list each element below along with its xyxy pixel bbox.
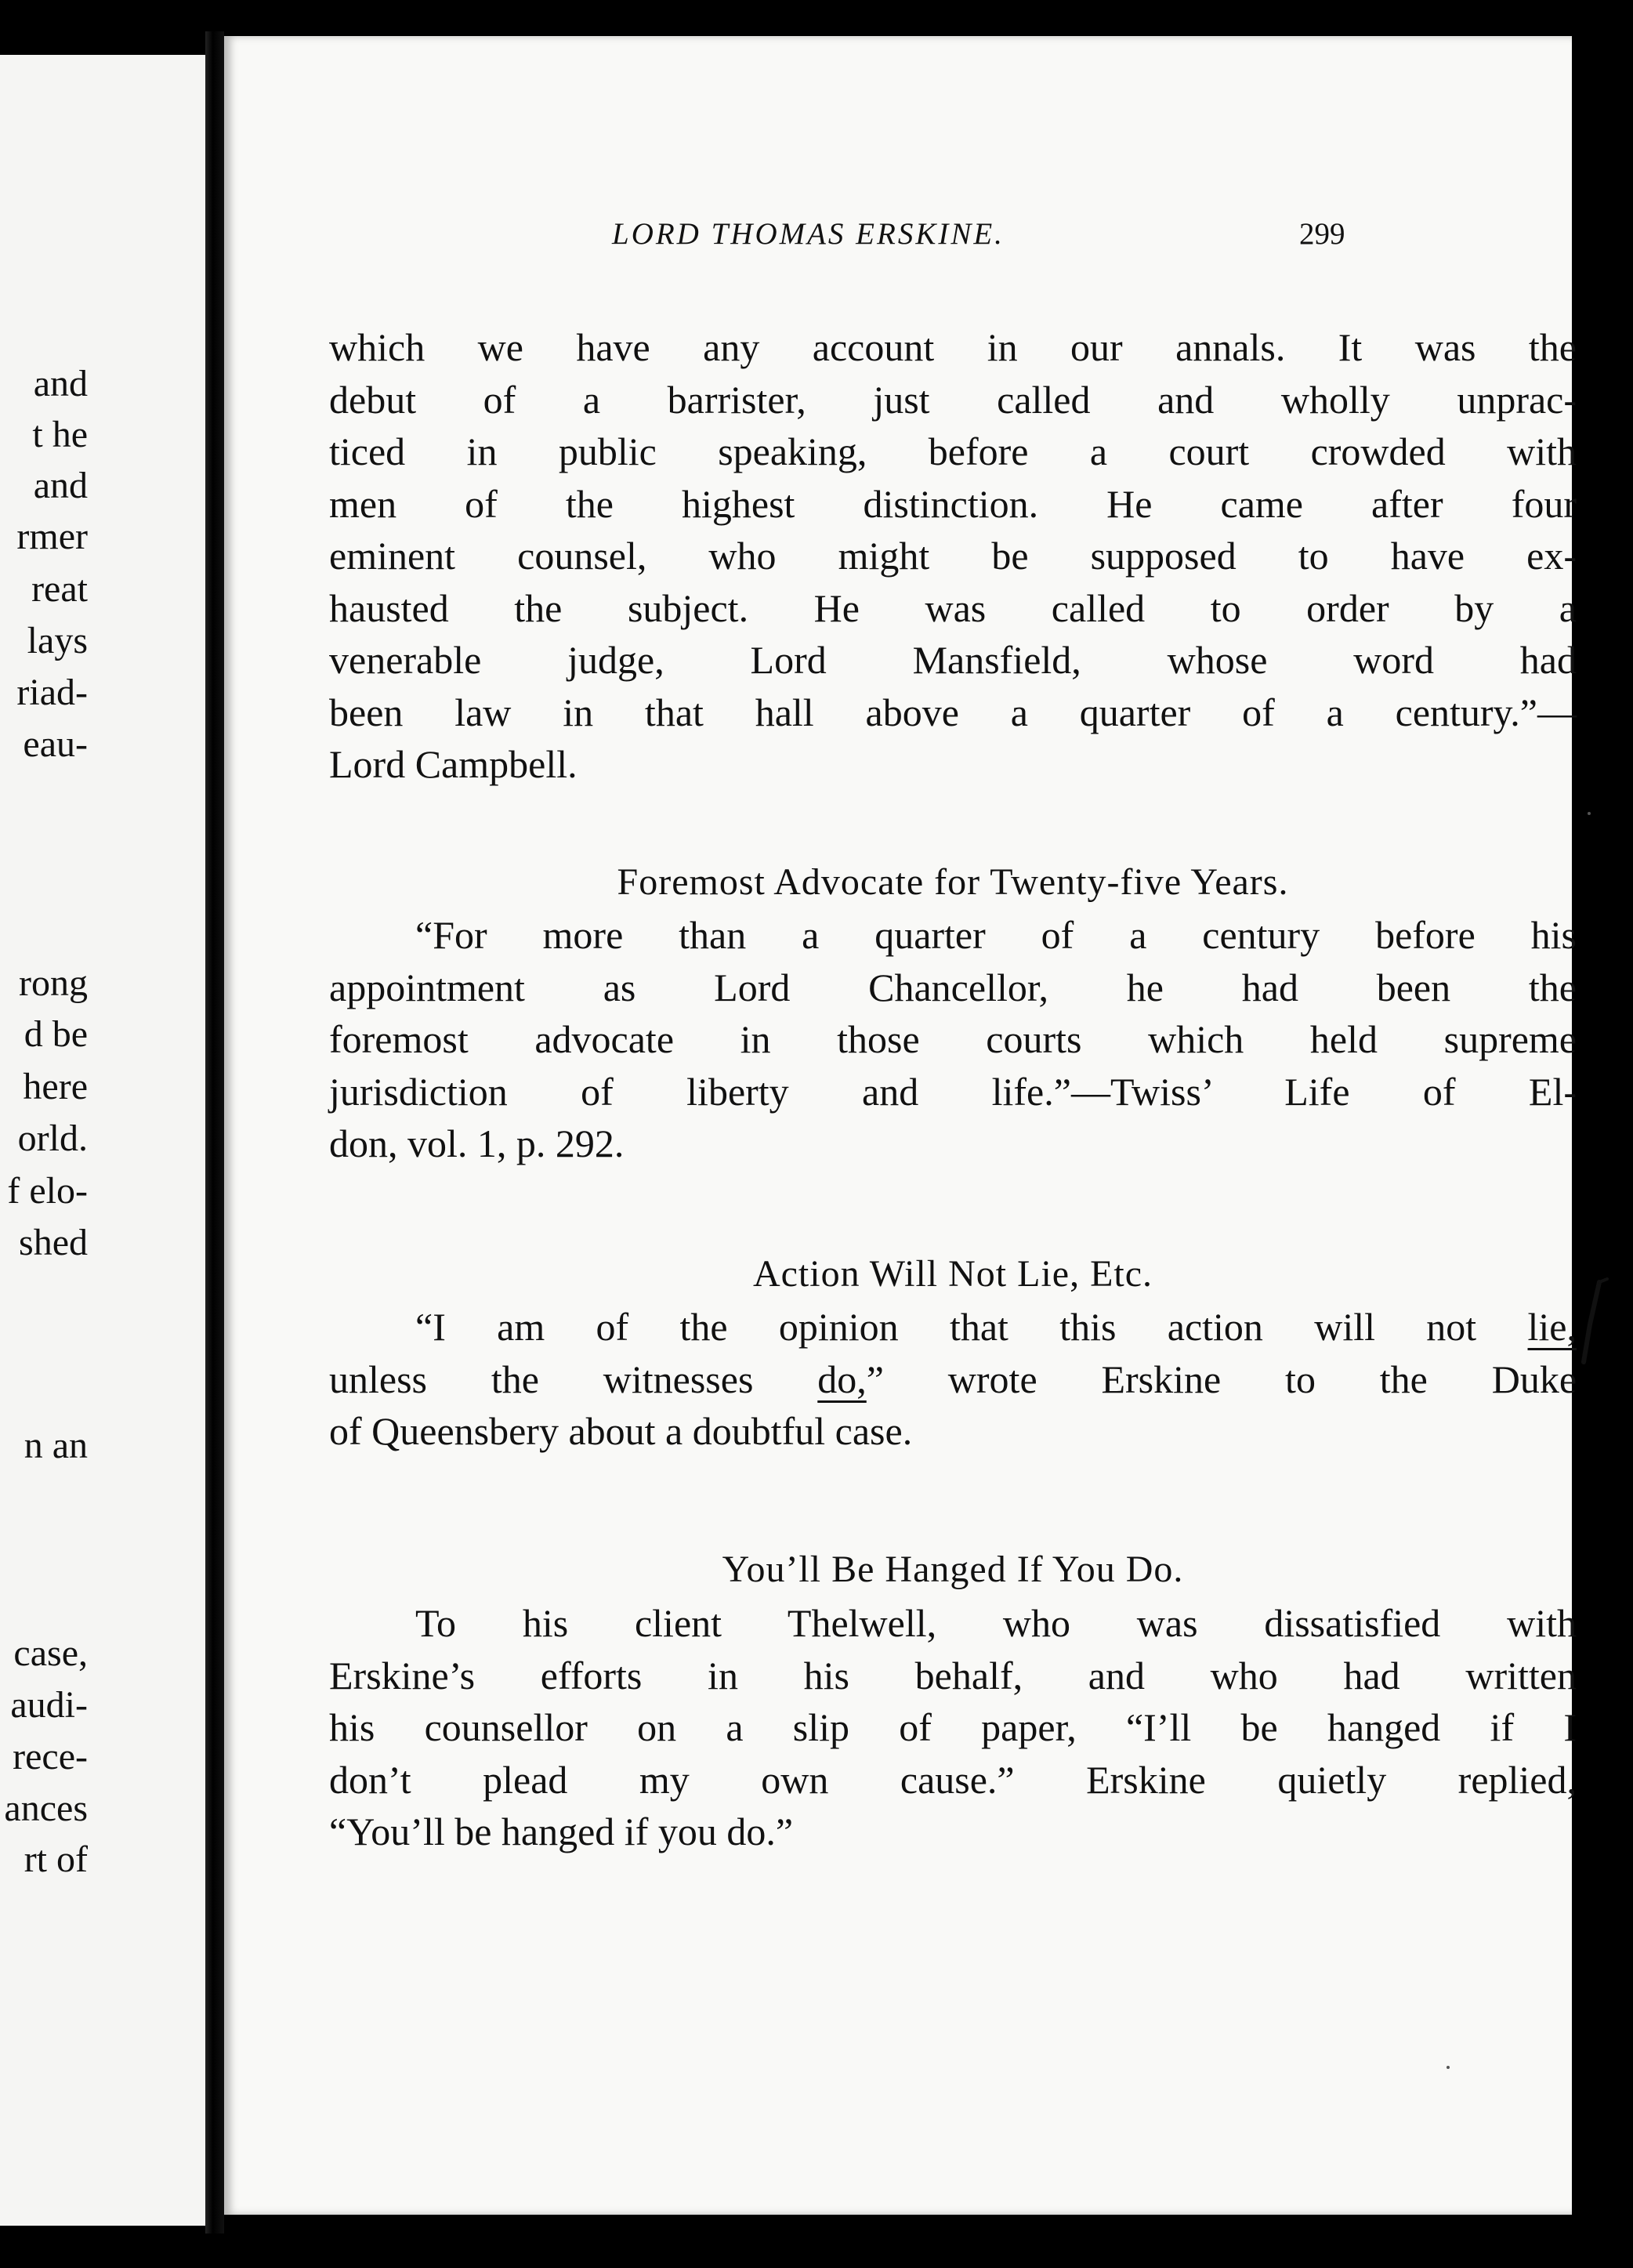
intro-paragraph [329,321,1583,791]
text-span: ” wrote Erskine to the Duke [866,1357,1577,1401]
text-line: been law in that hall above a quarter of a century.”— [329,690,1577,734]
right-page [224,36,1577,2215]
text-line: which we have any account in our annals. It was the [329,325,1577,369]
text-line: men of the highest distinction. He came after four [329,481,1577,526]
left-fragment-line: rece- [13,1736,88,1777]
text-line: eminent counsel, who might be supposed to have ex- [329,534,1577,578]
left-fragment-line: orld. [17,1118,88,1159]
left-fragment-line: shed [19,1222,88,1263]
left-fragment-line: case, [13,1632,88,1674]
section-paragraph [329,909,1583,1170]
text-line: don’t plead my own cause.” Erskine quietly replied, [329,1757,1577,1802]
text-line: hausted the subject. He was called to order by a [329,585,1577,630]
left-fragment-line: audi- [10,1684,88,1726]
left-fragment-line: and [33,465,88,506]
text-line: venerable judge, Lord Mansfield, whose word had [329,638,1577,682]
left-fragment-line: rong [19,962,88,1004]
text-line: jurisdiction of liberty and life.”—Twiss’ Life of El- [329,1069,1577,1114]
section-paragraph [329,1301,1583,1458]
text-line: “For more than a quarter of a century before his [415,913,1577,957]
paper-speck [1588,812,1591,815]
text-line [329,1301,1577,1353]
pencil-mark-icon [1579,1277,1610,1371]
left-fragment-line: f elo- [7,1170,88,1212]
section-heading: You’ll Be Hanged If You Do. [722,1549,1184,1590]
paper-speck [1447,2066,1450,2069]
page-number: 299 [1299,217,1345,251]
section-paragraph [329,1597,1583,1858]
running-title: LORD THOMAS ERSKINE. [612,217,1005,251]
left-fragment-line: n an [24,1425,88,1466]
left-fragment-line: eau- [23,723,88,765]
section-heading: Action Will Not Lie, Etc. [752,1253,1153,1295]
underlined-word: do, [817,1357,867,1401]
text-line: debut of a barrister, just called and wholly unprac- [329,377,1577,422]
left-fragment-line: and [33,363,88,404]
left-fragment-line: riad- [16,672,88,713]
text-line [329,1353,1577,1406]
book-gutter [205,31,224,2234]
text-line: To his client Thelwell, who was dissatisfied with [415,1601,1577,1645]
text-line: ticed in public speaking, before a court crowded with [329,429,1577,473]
left-fragment-line: here [23,1066,88,1107]
left-fragment-line: lays [27,620,88,661]
text-line: Erskine’s efforts in his behalf, and who had written [329,1653,1577,1697]
text-line: Lord Campbell. [329,742,578,786]
left-fragment-line: reat [31,568,88,610]
text-line: don, vol. 1, p. 292. [329,1121,625,1165]
left-fragment-line: rt of [24,1839,88,1880]
underlined-word: lie, [1527,1305,1577,1349]
running-head [224,216,1572,263]
left-fragment-line: d be [24,1013,88,1055]
text-line: appointment as Lord Chancellor, he had been the [329,965,1577,1009]
text-line: his counsellor on a slip of paper, “I’ll be hanged if I [329,1705,1577,1749]
text-line: foremost advocate in those courts which held supreme [329,1017,1577,1061]
text-line: of Queensbery about a doubtful case. [329,1409,913,1453]
left-fragment-line: ances [4,1788,88,1829]
left-fragment-line: rmer [16,516,88,557]
text-span: unless the witnesses [329,1357,818,1401]
text-line: “You’ll be hanged if you do.” [329,1810,794,1853]
left-fragment-line: t he [32,414,88,455]
left-page-fragment [0,55,205,2226]
text-span: “I am of the opinion that this action will not [415,1305,1528,1349]
section-heading: Foremost Advocate for Twenty-five Years. [617,861,1289,903]
